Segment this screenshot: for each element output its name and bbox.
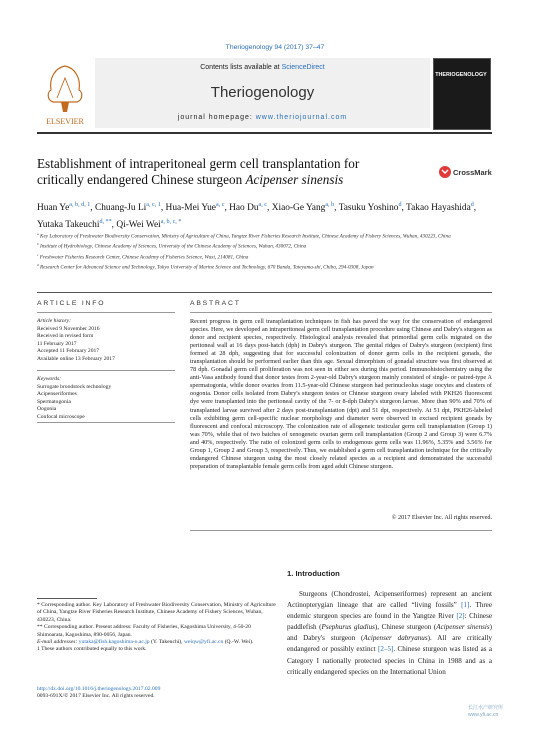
contents-available	[95, 64, 430, 71]
intro-text: . Three endemic sturgeon species are found in the Yangtze River	[287, 601, 492, 621]
section-rule	[37, 292, 492, 293]
history-line: Available online 13 February 2017	[37, 355, 115, 362]
homepage-prefix: journal homepage:	[177, 114, 256, 121]
crossmark-badge[interactable]	[438, 165, 496, 179]
history-line: Received in revised form	[37, 333, 94, 340]
affiliation	[37, 262, 492, 272]
author-affiliation-marks[interactable]: a, c, 1	[146, 202, 161, 208]
affiliation-mark: d	[37, 262, 39, 267]
author-affiliation-marks[interactable]: a, c	[215, 202, 225, 208]
intro-text: Sturgeons (Chondrostei, Acipenseriformes) represent an ancient Actinopterygian lineage that are called “living fossils”	[287, 590, 492, 610]
author: Huan Ye	[37, 203, 70, 214]
article-title	[37, 156, 437, 188]
footnote: ** Corresponding author. Present address: Faculty of Fisheries, Kagoshima University, 4-50-20 Shimoarata, Kagoshima, 890-0056, Japan.	[37, 624, 251, 638]
keywords	[37, 376, 175, 422]
author: Qi-Wei Wei	[116, 220, 161, 231]
title-species: Acipenser sinensis	[245, 172, 344, 187]
keyword: Surrogate broodstock technology	[37, 383, 112, 390]
article-info-heading: ARTICLE INFO	[37, 300, 106, 307]
author-affiliation-marks[interactable]: d	[398, 202, 402, 208]
author-affiliation-marks[interactable]: a, b, d, 1	[69, 202, 91, 208]
issn-line: 0093-691X/© 2017 Elsevier Inc. All rights reserved.	[37, 693, 155, 700]
affiliation-text: Institute of Hydrobiology, Chinese Academy of Sciences, University of the Chinese Academy of Sciences, Wuhan, 430072, China	[39, 244, 307, 251]
author: Hao Du	[229, 203, 259, 214]
email-footnote	[37, 639, 277, 646]
elsevier-logo	[37, 58, 93, 128]
copyright-notice: © 2017 Elsevier Inc. All rights reserved.	[391, 514, 492, 521]
title-line-2: critically endangered Chinese sturgeon	[37, 172, 246, 187]
author: Tasuku Yoshino	[338, 203, 399, 214]
affiliation	[37, 252, 492, 262]
affiliation-text: Research Center for Advanced Science and Technology, Tokyo University of Marine Science and Technology, 670 Banda, Tateyama-shi, Chiba, 294-0308, Japan	[39, 264, 374, 271]
email-note: (Y. Takeuchi),	[149, 639, 184, 646]
affiliation	[37, 241, 492, 251]
intro-text: : Chinese paddlefish (	[287, 612, 492, 632]
species-name: Psephurus gladius	[321, 623, 375, 632]
keyword: Spermatogonia	[37, 398, 71, 405]
doi-block	[37, 686, 277, 701]
species-name: Acipenser sinensis	[436, 623, 490, 632]
intro-text: ) and Dabry's sturgeon (	[287, 623, 492, 643]
watermark	[468, 705, 548, 719]
intro-text: ), Chinese sturgeon (	[374, 623, 437, 632]
journal-cover-image	[433, 58, 491, 130]
affiliations	[37, 231, 492, 272]
species-name: Acipenser dabryanus	[363, 634, 428, 643]
keywords-label: Keywords:	[37, 376, 62, 382]
affiliation	[37, 231, 492, 241]
email-link[interactable]: yutaka@fish.kagoshima-u.ac.jp	[78, 639, 150, 646]
author-affiliation-marks[interactable]: a, c	[258, 202, 268, 208]
journal-reference[interactable]: Theriogenology 94 (2017) 37–47	[225, 44, 325, 51]
email-link[interactable]: weiqw@yfi.ac.cn	[183, 639, 224, 646]
affiliation-mark: b	[37, 242, 39, 247]
author-affiliation-marks[interactable]: d, **	[99, 219, 112, 226]
equal-contribution-note: 1 These authors contributed equally to this work.	[37, 646, 147, 653]
watermark-url: www.yfi.ac.cn	[468, 712, 499, 718]
abstract-rule	[190, 312, 492, 313]
title-line-1: Establishment of intraperitoneal germ cell transplantation for	[37, 156, 360, 171]
elsevier-wordmark: ELSEVIER	[46, 117, 84, 126]
affiliation-text: Freshwater Fisheries Research Center, Chinese Academy of Fisheries Science, Wuxi, 214081, China	[39, 254, 249, 261]
affiliation-text: Key Laboratory of Freshwater Biodiversity Conservation, Ministry of Agriculture of China, Yangtze River Fisheries Research Institute, Chinese Academy of Fishery Sciences, Wuhan, 430223, China	[39, 233, 451, 240]
contents-prefix: Contents lists available at	[200, 64, 282, 71]
author-list: Huan Ye$^{a, b, d, 1}$, Chuang-Ju Li$^{a, c, 1}$, Hua-Mei Yue$^{a, c}$, Hao Du$^{a, c}$, Xiao-Ge Yang$^{a, b}$, Tasuku Yoshino$^d$, Takao Hayashida$^d$, Yutaka Takeuchi$^{d, **}$, Qi-Wei Wei$^{a, b, c, *}$	[37, 202, 477, 231]
journal-name: Theriogenology	[210, 84, 315, 101]
introduction-heading: 1. Introduction	[287, 569, 340, 578]
intro-text: . Chinese sturgeon was listed as a Category I nationally protected species in China in 1988 and as a critically endangered species on the International Union	[287, 645, 492, 676]
footnote: * Corresponding author. Key Laboratory of Freshwater Biodiversity Conservation, Ministry of Agriculture of China, Yangtze River Fisheries Research Institute, Chinese Academy of Fishery Sciences, Wuhan, 430223, China.	[37, 602, 276, 623]
author: Yutaka Takeuchi	[37, 220, 100, 231]
crossmark-label: CrossMark	[453, 168, 492, 177]
author-affiliation-marks[interactable]: a, b, c, *	[160, 219, 182, 226]
citation-link[interactable]: [1]	[461, 601, 470, 610]
email-label: E-mail addresses:	[37, 639, 79, 646]
homepage-link[interactable]: www.theriojournal.com	[255, 114, 348, 121]
journal-homepage	[95, 114, 430, 121]
keyword: Oogonia	[37, 406, 57, 413]
abstract-rule	[190, 530, 492, 531]
author: Xiao-Ge Yang	[271, 203, 326, 214]
author-affiliation-marks[interactable]: a, b	[325, 202, 335, 208]
watermark-line: 长江水产研究所	[468, 705, 504, 711]
author: Chuang-Ju Li	[94, 203, 147, 214]
history-line: 11 February 2017	[37, 340, 77, 347]
header-rule	[37, 132, 492, 134]
author-affiliation-marks[interactable]: d	[470, 202, 474, 208]
author: Hua-Mei Yue	[165, 203, 216, 214]
journal-cover-title: THERIOGENOLOGY	[435, 72, 487, 78]
intro-text: ). All are critically endangered or possibly extinct	[287, 634, 492, 654]
crossmark-icon	[439, 166, 451, 178]
citation-link[interactable]: [2–5]	[378, 645, 394, 654]
citation-link[interactable]: [2]	[456, 612, 465, 621]
footnotes	[37, 602, 277, 654]
info-rule	[37, 422, 175, 423]
email-note: (Q.-W. Wei).	[223, 639, 254, 646]
abstract-text: Recent progress in germ cell transplantation techniques in fish has paved the way for the conservation of endangered species. Here, we developed an intraperitoneal germ cell transplantation procedure using Chinese and Dabry's sturgeon as donor and recipient species, respectively. Histological analysis revealed that primordial germ cells migrated on the peritoneal wall at 16 days post-hatch (dph) in Dabry's sturgeon. The genital ridges of Dabry's sturgeon (recipient) first formed at 28 dph, suggesting that for successful colonization of donor germ cells in the recipient gonads, the transplantation should be performed earlier than this age. Sexual dimorphism of gonadal structure was first observed at 78 dph. Gonadal germ cell proliferation was not seen in either sex during this period. Immunohistochemistry using the anti-Vasa antibody found that donor testes from 2-year-old Dabry's sturgeon mainly consisted of single- or paired-type A spermatogonia, while donor ovaries from 11.5-year-old Chinese sturgeon had perinucleolus stage oocytes and clusters of oogonia. Donor cells isolated from Dabry's sturgeon testes or Chinese sturgeon ovary labeled with PKH26 fluorescent dye were transplanted into the peritoneal cavity of the 7- or 8-dph Dabry's sturgeon larvae. More than 90% and 70% of transplanted larvae survived after 2 days post-transplantation (dpt) and 51 dpt, respectively. At 51 dpt, PKH26-labeled cells exhibiting germ cell-specific nuclear morphology and diameter were observed in excised recipient gonads by fluorescent and confocal microscopy. The colonization rate of allogeneic testicular germ cell transplantation (Group 1) was 70%, while that of two batches of xenogeneic ovarian germ cell transplantation (Group 2 and Group 3) were 6.7% and 40%, respectively. The ratio of colonized germ cells to endogenous germ cells was 11.96%, 5.35% and 3.56% for Group 1, Group 2 and Group 3, respectively. Thus, we established a germ cell transplantation technique for the critically endangered Chinese sturgeon using the most closely related species as a recipient and demonstrated the successful preparation of transplantable female germ cells from aged adult Chinese sturgeon.	[190, 318, 492, 470]
sciencedirect-link[interactable]: ScienceDirect	[281, 64, 325, 71]
abstract-heading: ABSTRACT	[190, 300, 241, 307]
introduction-paragraph	[287, 589, 492, 678]
info-rule	[37, 312, 175, 313]
history-line: Accepted 11 February 2017	[37, 348, 100, 355]
article-history	[37, 318, 175, 364]
history-line: Received 9 November 2016	[37, 325, 100, 332]
keyword: Acipenseriformes	[37, 391, 77, 398]
author: Takao Hayashida	[406, 203, 471, 214]
affiliation-mark: c	[37, 252, 39, 257]
doi-link[interactable]: http://dx.doi.org/10.1016/j.theriogenology.2017.02.009	[37, 686, 161, 692]
info-rule	[37, 370, 175, 371]
history-label: Article history:	[37, 318, 72, 324]
keyword: Confocal microscope	[37, 413, 85, 420]
affiliation-mark: a	[37, 232, 39, 236]
footnote-rule	[37, 598, 97, 599]
